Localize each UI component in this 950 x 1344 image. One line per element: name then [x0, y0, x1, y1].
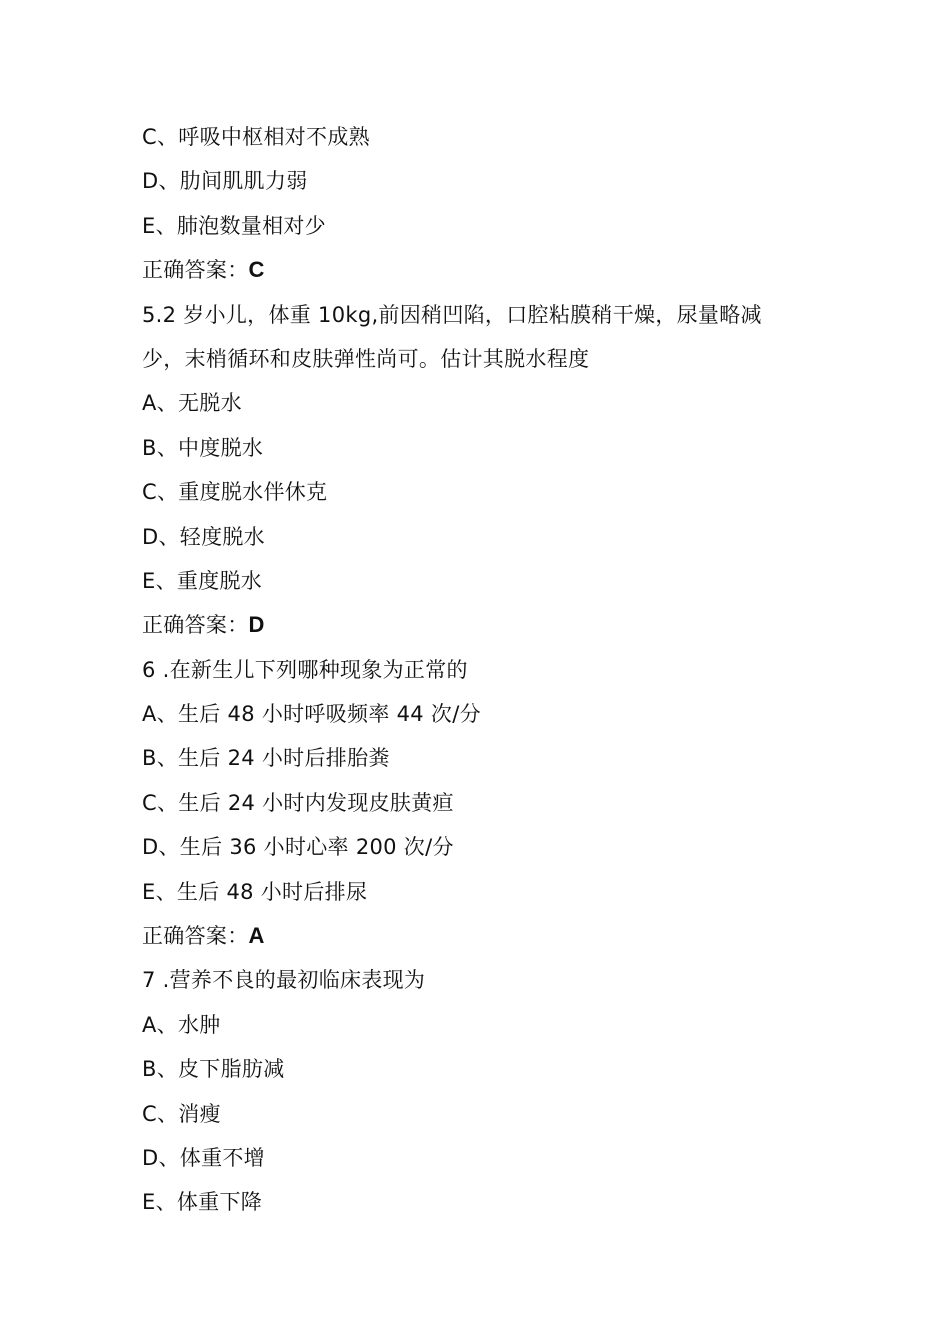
answer-letter: A — [248, 923, 265, 949]
answer-label: 正确答案： — [142, 924, 249, 949]
question-7 — [142, 958, 822, 1224]
correct-answer — [142, 914, 822, 958]
option-d: D、生后 36 小时心率 200 次/分 — [142, 835, 454, 860]
option-d: D、体重不增 — [142, 1145, 265, 1170]
answer-label: 正确答案： — [142, 258, 249, 283]
question-stem: 6 .在新生儿下列哪种现象为正常的 — [142, 657, 468, 682]
option-a: A、无脱水 — [142, 391, 242, 416]
option-a: A、水肿 — [142, 1012, 221, 1037]
question-stem: 7 .营养不良的最初临床表现为 — [142, 968, 426, 993]
correct-answer — [142, 603, 822, 647]
answer-label: 正确答案： — [142, 613, 249, 638]
option-b: B、中度脱水 — [142, 435, 264, 460]
question-4-tail — [142, 115, 822, 293]
answer-letter: D — [248, 612, 265, 638]
option-b: B、皮下脂肪减 — [142, 1057, 285, 1082]
option-c: C、消瘦 — [142, 1101, 221, 1126]
option-c: C、生后 24 小时内发现皮肤黄疸 — [142, 790, 454, 815]
option-d: D、肋间肌肌力弱 — [142, 169, 308, 194]
question-list — [142, 115, 822, 1225]
option-d: D、轻度脱水 — [142, 524, 265, 549]
option-e: E、重度脱水 — [142, 568, 263, 593]
question-6 — [142, 648, 822, 959]
option-e: E、生后 48 小时后排尿 — [142, 879, 368, 904]
question-stem-continued: 少，末梢循环和皮肤弹性尚可。估计其脱水程度 — [142, 346, 590, 371]
option-e: E、体重下降 — [142, 1190, 263, 1215]
question-5 — [142, 293, 822, 648]
option-b: B、生后 24 小时后排胎粪 — [142, 746, 390, 771]
option-a: A、生后 48 小时呼吸频率 44 次/分 — [142, 702, 481, 727]
option-c: C、重度脱水伴休克 — [142, 480, 328, 505]
question-stem: 5.2 岁小儿，体重 10kg,前因稍凹陷，口腔粘膜稍干燥，尿量略减 — [142, 302, 762, 327]
option-c: C、呼吸中枢相对不成熟 — [142, 125, 370, 149]
option-e: E、肺泡数量相对少 — [142, 213, 326, 238]
correct-answer — [142, 248, 822, 292]
answer-letter: C — [248, 257, 265, 283]
